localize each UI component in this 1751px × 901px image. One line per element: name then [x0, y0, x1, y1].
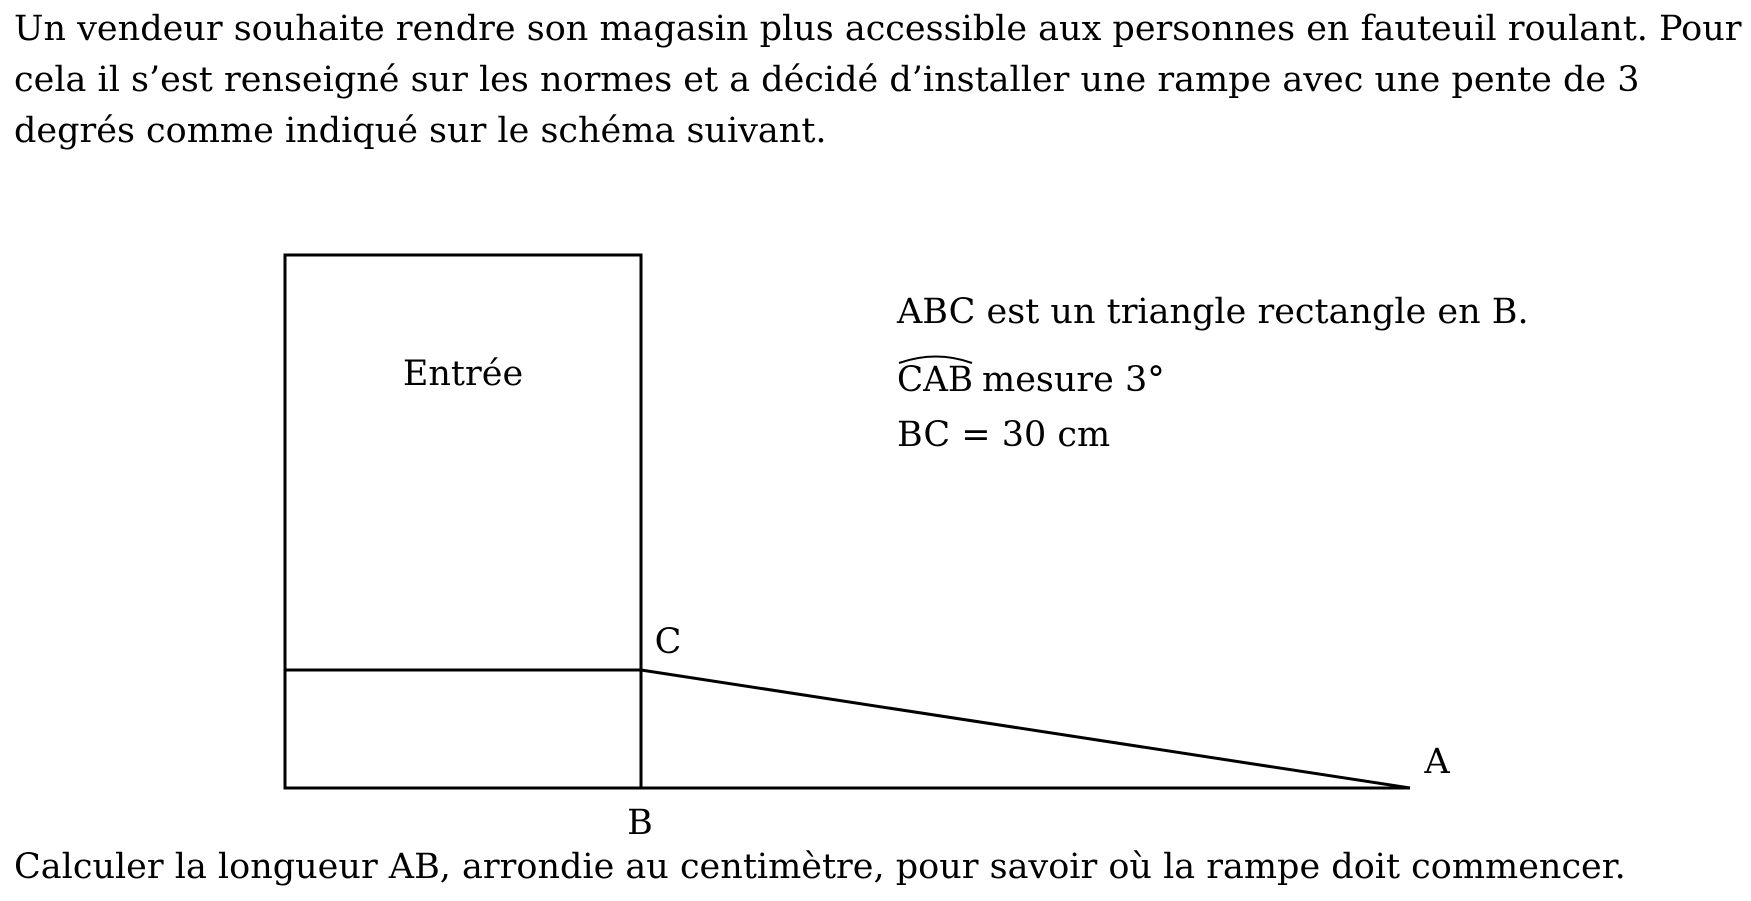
fact-length-bc: BC = 30 cm: [897, 415, 1111, 455]
intro-paragraph: Un vendeur souhaite rendre son magasin plus accessible aux personnes en fauteuil roulant. Pour cela il s’est renseigné sur les normes et a décidé d’installer une rampe avec une pente de 3 degrés comme indiqué sur le schéma suivant.: [14, 9, 1742, 151]
question-text: Calculer la longueur AB, arrondie au centimètre, pour savoir où la rampe doit commencer.: [14, 847, 1626, 887]
point-c-label: C: [654, 622, 682, 662]
angle-name: CAB: [897, 360, 973, 400]
ramp-segment-ca: [641, 670, 1410, 788]
entrance-rectangle: [285, 255, 641, 788]
fact-right-triangle: ABC est un triangle rectangle en B.: [897, 292, 1529, 332]
point-b-label: B: [627, 803, 653, 843]
angle-measure: mesure 3°: [982, 360, 1165, 400]
point-a-label: A: [1424, 742, 1450, 782]
entrance-label: Entrée: [402, 354, 524, 394]
